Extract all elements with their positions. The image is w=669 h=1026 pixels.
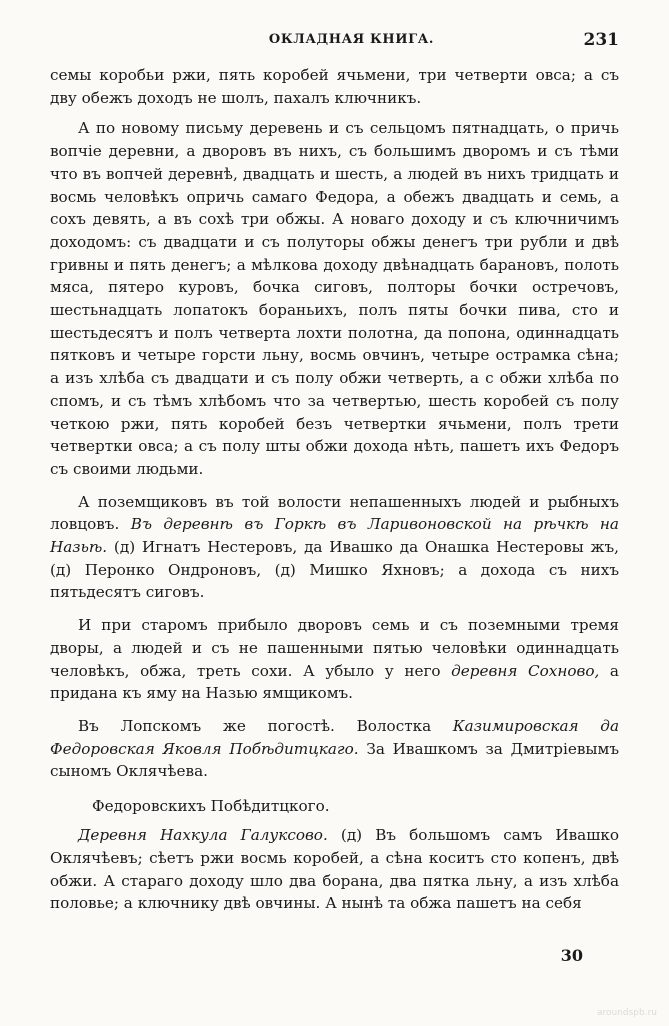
paragraph [50,715,619,783]
text-run: За Ивашкомъ за Дмитріевымъ сыномъ Оклячѣева. [50,739,619,781]
running-head: ОКЛАДНАЯ КНИГА. [268,32,435,47]
text-run: Въ Лопскомъ же погостѣ. Волостка [78,716,453,735]
page-number: 231 [583,30,619,50]
paragraph-list [50,64,619,783]
paragraph [50,491,619,605]
paragraph [50,64,619,109]
text-run: семы коробьи ржи, пять коробей ячьмени, три четверти овса; а съ дву обежъ доходъ не шолъ, пахалъ ключникъ. [50,66,619,107]
italic-run: деревня Сохново, [451,661,600,680]
italic-run: Въ деревнѣ въ Горкѣ въ Ларивоновской на рѣчкѣ на Назьѣ. [50,515,619,557]
watermark: aroundspb.ru [596,1008,657,1018]
section-heading: Федоровскихъ Побѣдитцкого. [92,797,330,816]
text-run: А по новому письму деревень и съ сельцомъ пятнадцать, о причь вопчіе деревни, а дворовъ въ нихъ, съ большимъ дворомъ и съ тѣми что въ вопчей деревнѣ, двадцать и шесть, а людей въ нихъ тридцать и восмь человѣкъ опричь самаго Федора, а обежъ двадцать и семь, а сохъ девять, а въ сохѣ три обжы. А новаго доходу и съ ключничимъ доходомъ: съ двадцати и съ полуторы обжы денегъ три рубли и двѣ гривны и пять денегъ; а мѣлкова доходу двѣнадцать барановъ, полоть мяса, пятеро куровъ, бочка сиговъ, полторы бочки остречовъ, шестьнадцать лопатокъ бораньихъ, полъ пяты бочки пива, сто и шестьдесятъ и полъ четверта лохти полотна, да попона, одиннадцать пятковъ и четыре горсти льну, восмь овчинъ, четыре острамка сѣна; а изъ хлѣба съ двадцати и съ полу обжи четверть, а с обжи хлѣба по спомъ, и съ тѣмъ хлѣбомъ что за четвертью, шесть коробей съ полу четкою ржи, пять коробей безъ четвертки ячьмени, полъ трети четвертки овса; а съ полу шты обжи дохода нѣть, пашетъ ихъ Федоръ съ своими людьми. [50,119,619,478]
italic-run: Деревня Нахкула Галуксово. [78,826,328,845]
paragraph [50,117,619,480]
final-paragraph [50,824,619,915]
page-body [50,64,619,915]
italic-run: Казимировская да Федоровская Яковля Побѣдитцкаго. [50,716,619,758]
text-run: (д) Игнатъ Нестеровъ, да Ивашко да Онашка Нестеровы жъ, (д) Перонко Ондроновъ, (д) Мишко Яхновъ; а дохода съ нихъ пятьдесятъ сиговъ. [50,538,619,602]
signature-mark: 30 [560,946,583,965]
text-run: А поземщиковъ въ той волости непашенныхъ людей и рыбныхъ ловцовъ. [50,492,619,534]
page-header [46,30,619,52]
text-run: И при старомъ прибыло дворовъ семь и съ поземными тремя дворы, а людей и съ не пашенными пятью человѣки одиннадцать человѣкъ, обжа, треть сохи. А убыло у него [50,616,619,680]
text-run: (д) Въ большомъ самъ Ивашко Оклячѣевъ; сѣетъ ржи восмь коробей, а сѣна коситъ сто копенъ, двѣ обжи. А стараго доходу шло два борана, два пятка льну, а изъ хлѣба половье; а ключнику двѣ овчины. А нынѣ та обжа пашетъ на себя [50,826,619,913]
text-run: а придана къ яму на Назью ямщикомъ. [50,661,619,703]
paragraph [50,614,619,705]
